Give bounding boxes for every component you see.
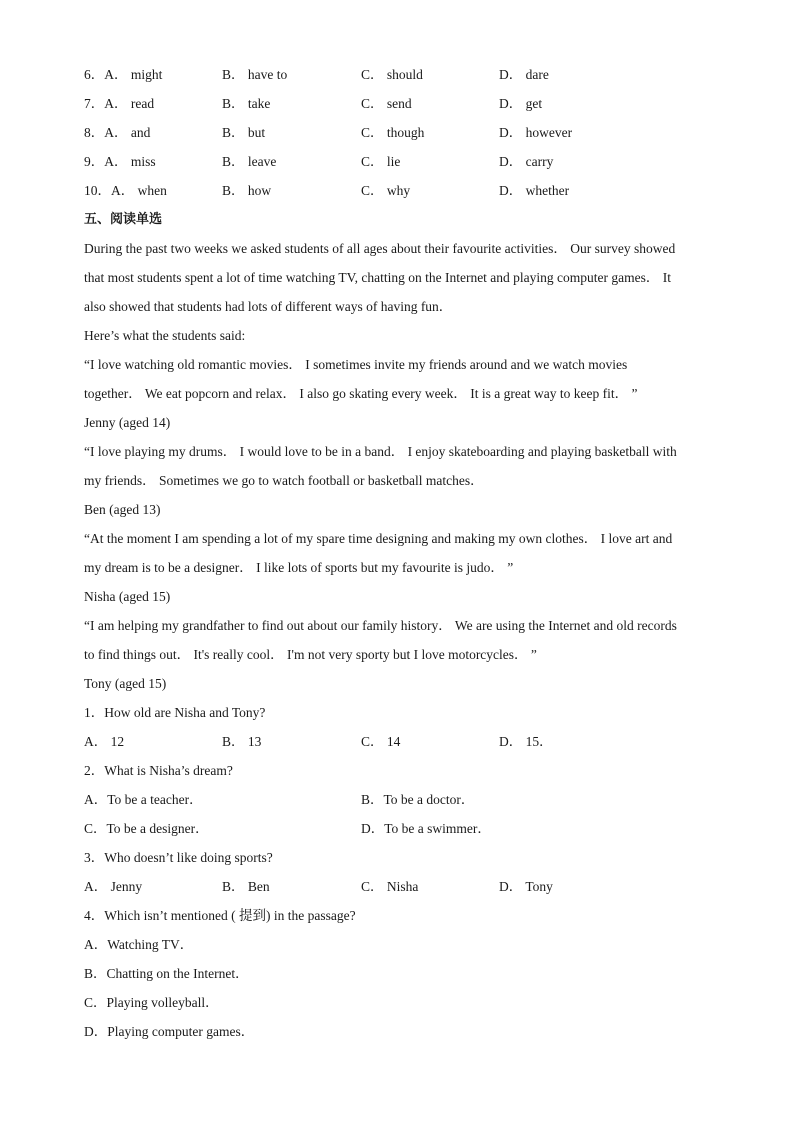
cloze-7-option-d: D． get xyxy=(499,96,543,111)
ben-quote-line-2: my friends． Sometimes we go to watch football or basketball matches． xyxy=(84,473,484,488)
q1-option-d: D． 15． xyxy=(499,734,553,749)
question-1-stem: 1．How old are Nisha and Tony? xyxy=(84,705,266,720)
option-text: A． read xyxy=(104,96,155,111)
question-2-options-row-2 xyxy=(84,814,714,843)
cloze-8-option-a xyxy=(84,118,150,147)
document-page xyxy=(84,60,714,1046)
tony-quote-line-1: “I am helping my grandfather to find out about our family history． We are using the Internet and old records xyxy=(84,618,677,633)
cloze-7-option-c: C． send xyxy=(361,96,412,111)
q3-option-b: B． Ben xyxy=(222,879,270,894)
q2-option-b: B．To be a doctor． xyxy=(361,792,475,807)
q1-option-a: A． 12 xyxy=(84,734,125,749)
question-number: 9． xyxy=(84,154,105,169)
question-number: 7． xyxy=(84,96,105,111)
q1-option-b: B． 13 xyxy=(222,734,262,749)
cloze-row-10 xyxy=(84,176,714,205)
nisha-name: Nisha (aged 15) xyxy=(84,589,171,604)
cloze-10-option-d: D． whether xyxy=(499,183,570,198)
nisha-quote-line-1: “At the moment I am spending a lot of my spare time designing and making my own clothes． I love art and xyxy=(84,531,673,546)
passage-intro-line-3: also showed that students had lots of different ways of having fun． xyxy=(84,299,453,314)
jenny-name: Jenny (aged 14) xyxy=(84,415,171,430)
cloze-6-option-c: C． should xyxy=(361,67,423,82)
cloze-9-option-a xyxy=(84,147,156,176)
question-number: 6． xyxy=(84,67,105,82)
question-3-options xyxy=(84,872,714,901)
nisha-quote-line-2: my dream is to be a designer． I like lots of sports but my favourite is judo． ” xyxy=(84,560,514,575)
question-number: 8． xyxy=(84,125,105,140)
cloze-10-option-b: B． how xyxy=(222,183,272,198)
q3-option-d: D． Tony xyxy=(499,879,553,894)
passage-lead: Here’s what the students said: xyxy=(84,328,246,343)
jenny-quote-line-2: together． We eat popcorn and relax． I also go skating every week． It is a great way to keep fit． ” xyxy=(84,386,638,401)
q2-option-a: A．To be a teacher． xyxy=(84,792,203,807)
q2-option-c: C．To be a designer． xyxy=(84,821,209,836)
option-text: A． and xyxy=(104,125,151,140)
cloze-7-option-b: B． take xyxy=(222,96,271,111)
ben-quote-line-1: “I love playing my drums． I would love to be in a band． I enjoy skateboarding and playing basketball with xyxy=(84,444,677,459)
jenny-quote-line-1: “I love watching old romantic movies． I sometimes invite my friends around and we watch movies xyxy=(84,357,628,372)
question-1-options xyxy=(84,727,714,756)
cloze-9-option-d: D． carry xyxy=(499,154,554,169)
q2-option-d: D．To be a swimmer． xyxy=(361,821,491,836)
tony-quote-line-2: to find things out． It's really cool． I'm not very sporty but I love motorcycles． ” xyxy=(84,647,537,662)
tony-name: Tony (aged 15) xyxy=(84,676,167,691)
cloze-row-7 xyxy=(84,89,714,118)
q4-option-a: A．Watching TV． xyxy=(84,937,194,952)
cloze-6-option-b: B． have to xyxy=(222,67,288,82)
passage-intro-line-2: that most students spent a lot of time watching TV, chatting on the Internet and playing computer games． It xyxy=(84,270,672,285)
question-number: 10． xyxy=(84,183,111,198)
question-4-stem: 4．Which isn’t mentioned ( 提到) in the passage? xyxy=(84,908,356,923)
cloze-10-option-a xyxy=(84,176,167,205)
cloze-8-option-b: B． but xyxy=(222,125,266,140)
q4-option-d: D．Playing computer games． xyxy=(84,1024,255,1039)
cloze-row-9 xyxy=(84,147,714,176)
section-title: 五、阅读单选 xyxy=(84,212,163,227)
cloze-7-option-a xyxy=(84,89,154,118)
q4-option-c: C．Playing volleyball． xyxy=(84,995,219,1010)
q3-option-c: C． Nisha xyxy=(361,879,419,894)
cloze-8-option-d: D． however xyxy=(499,125,573,140)
option-text: A． miss xyxy=(104,154,156,169)
question-3-stem: 3．Who doesn’t like doing sports? xyxy=(84,850,273,865)
option-text: A． when xyxy=(111,183,167,198)
passage-intro-line-1: During the past two weeks we asked students of all ages about their favourite activities． Our survey showed xyxy=(84,241,676,256)
cloze-6-option-d: D． dare xyxy=(499,67,549,82)
cloze-10-option-c: C． why xyxy=(361,183,411,198)
option-text: A． might xyxy=(104,67,163,82)
cloze-6-option-a xyxy=(84,60,162,89)
q4-option-b: B．Chatting on the Internet． xyxy=(84,966,249,981)
cloze-row-8 xyxy=(84,118,714,147)
question-2-stem: 2．What is Nisha’s dream? xyxy=(84,763,233,778)
cloze-9-option-c: C． lie xyxy=(361,154,401,169)
cloze-row-6 xyxy=(84,60,714,89)
ben-name: Ben (aged 13) xyxy=(84,502,161,517)
cloze-8-option-c: C． though xyxy=(361,125,425,140)
q3-option-a: A． Jenny xyxy=(84,879,143,894)
q1-option-c: C． 14 xyxy=(361,734,401,749)
cloze-9-option-b: B． leave xyxy=(222,154,277,169)
question-2-options-row-1 xyxy=(84,785,714,814)
